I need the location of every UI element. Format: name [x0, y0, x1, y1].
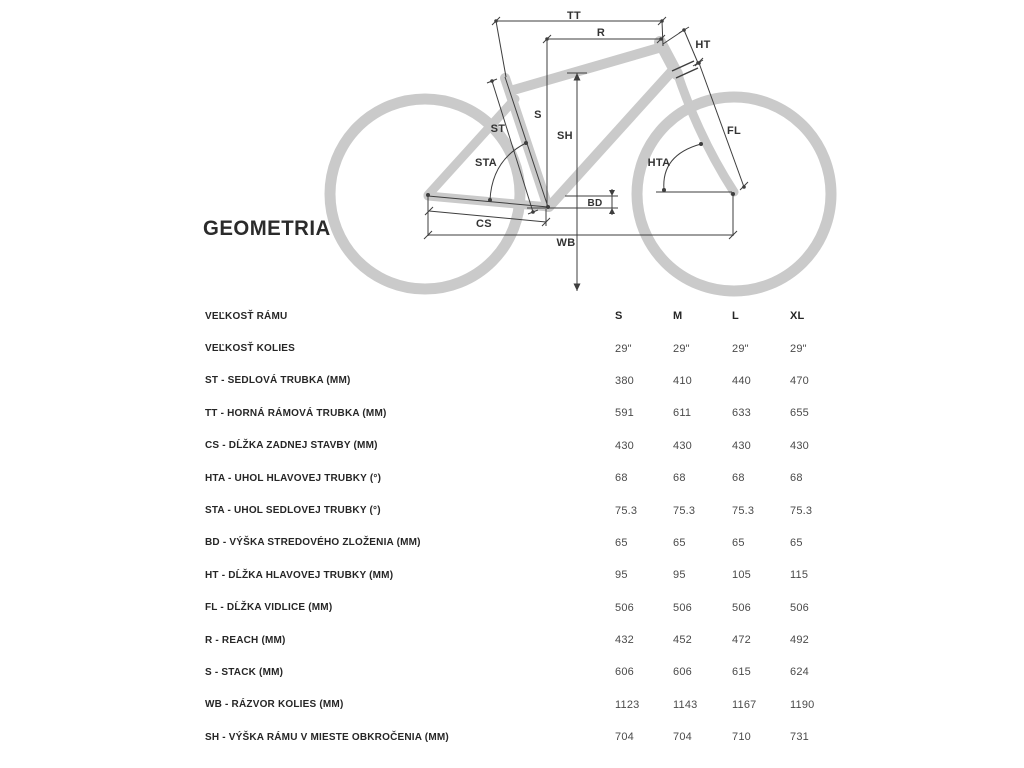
- cell-value: 65: [732, 536, 745, 549]
- size-column-header: S: [615, 310, 623, 323]
- cell-value: 615: [732, 666, 751, 679]
- bike-frame: [330, 42, 831, 291]
- label-cs: CS: [476, 218, 492, 230]
- table-row: [205, 494, 845, 526]
- table-row: [205, 462, 845, 494]
- label-bd: BD: [587, 198, 603, 209]
- cell-value: 430: [732, 439, 751, 452]
- table-header-row: [205, 300, 845, 332]
- label-st: ST: [490, 123, 506, 135]
- cell-value: 65: [790, 536, 803, 549]
- table-row: [205, 689, 845, 721]
- geometry-table: [205, 300, 845, 753]
- cell-value: 75.3: [790, 504, 813, 517]
- cell-value: 1123: [615, 698, 640, 711]
- fork-tube: [677, 72, 734, 192]
- page-title: GEOMETRIA: [203, 217, 331, 240]
- bike-geometry-svg: [0, 0, 1024, 300]
- row-label: HTA - UHOL HLAVOVEJ TRUBKY (°): [205, 472, 382, 484]
- table-row: [205, 365, 845, 397]
- cell-value: 68: [790, 472, 803, 485]
- table-row: [205, 592, 845, 624]
- cell-value: 704: [673, 731, 692, 744]
- size-column-header: L: [732, 310, 739, 323]
- cell-value: 655: [790, 407, 809, 420]
- cell-value: 440: [732, 374, 751, 387]
- label-r: R: [596, 27, 606, 39]
- cell-value: 95: [673, 569, 686, 582]
- cell-value: 452: [673, 634, 692, 647]
- cell-value: 606: [673, 666, 692, 679]
- table-row: [205, 397, 845, 429]
- label-ht: HT: [695, 39, 711, 51]
- dimension-lines: [424, 17, 748, 291]
- cell-value: 75.3: [732, 504, 755, 517]
- cell-value: 606: [615, 666, 634, 679]
- cell-value: 29": [673, 342, 690, 355]
- cell-value: 506: [790, 601, 809, 614]
- cell-value: 68: [673, 472, 686, 485]
- cell-value: 29": [790, 342, 807, 355]
- cell-value: 75.3: [673, 504, 696, 517]
- label-sta: STA: [474, 157, 498, 169]
- cell-value: 472: [732, 634, 751, 647]
- row-label: SH - VÝŠKA RÁMU V MIESTE OBKROČENIA (MM): [205, 731, 449, 743]
- cell-value: 432: [615, 634, 634, 647]
- row-label: FL - DĹŽKA VIDLICE (MM): [205, 602, 333, 614]
- cell-value: 506: [732, 601, 751, 614]
- cell-value: 68: [732, 472, 745, 485]
- row-label: S - STACK (MM): [205, 666, 284, 678]
- row-label: HT - DĹŽKA HLAVOVEJ TRUBKY (MM): [205, 569, 394, 581]
- cell-value: 65: [615, 536, 628, 549]
- row-label: TT - HORNÁ RÁMOVÁ TRUBKA (MM): [205, 407, 387, 419]
- cell-value: 380: [615, 374, 634, 387]
- table-row: [205, 656, 845, 688]
- cell-value: 430: [673, 439, 692, 452]
- cell-value: 29": [732, 342, 749, 355]
- cell-value: 591: [615, 407, 634, 420]
- label-wb: WB: [556, 237, 576, 249]
- cell-value: 65: [673, 536, 686, 549]
- table-row: [205, 559, 845, 591]
- cell-value: 470: [790, 374, 809, 387]
- cell-value: 75.3: [615, 504, 638, 517]
- cell-value: 1167: [732, 698, 757, 711]
- row-label: VEĽKOSŤ KOLIES: [205, 343, 296, 355]
- label-fl: FL: [726, 125, 742, 137]
- cell-value: 95: [615, 569, 628, 582]
- cell-value: 115: [790, 569, 809, 582]
- cell-value: 633: [732, 407, 751, 420]
- cell-value: 430: [790, 439, 809, 452]
- table-row: [205, 721, 845, 753]
- cell-value: 29": [615, 342, 632, 355]
- cell-value: 68: [615, 472, 628, 485]
- cell-value: 710: [732, 731, 751, 744]
- cell-value: 624: [790, 666, 809, 679]
- label-sh: SH: [557, 130, 573, 142]
- cell-value: 492: [790, 634, 809, 647]
- cell-value: 105: [732, 569, 751, 582]
- cell-value: 1143: [673, 698, 698, 711]
- cell-value: 611: [673, 407, 692, 420]
- geometry-diagram: [0, 0, 1024, 300]
- cell-value: 1190: [790, 698, 815, 711]
- table-row: [205, 332, 845, 364]
- label-s: S: [534, 109, 542, 121]
- table-row: [205, 527, 845, 559]
- cell-value: 506: [615, 601, 634, 614]
- label-hta: HTA: [647, 157, 671, 169]
- cell-value: 506: [673, 601, 692, 614]
- size-column-header: M: [673, 310, 683, 323]
- table-row: [205, 624, 845, 656]
- size-column-header: XL: [790, 310, 805, 323]
- cell-value: 430: [615, 439, 634, 452]
- row-label: VEĽKOSŤ RÁMU: [205, 310, 288, 322]
- row-label: ST - SEDLOVÁ TRUBKA (MM): [205, 375, 351, 387]
- cell-value: 704: [615, 731, 634, 744]
- table-row: [205, 430, 845, 462]
- label-tt: TT: [566, 10, 582, 22]
- row-label: CS - DĹŽKA ZADNEJ STAVBY (MM): [205, 440, 378, 452]
- cell-value: 410: [673, 374, 692, 387]
- row-label: STA - UHOL SEDLOVEJ TRUBKY (°): [205, 505, 381, 517]
- row-label: WB - RÁZVOR KOLIES (MM): [205, 699, 344, 711]
- top-tube: [510, 47, 662, 91]
- row-label: BD - VÝŠKA STREDOVÉHO ZLOŽENIA (MM): [205, 537, 421, 549]
- row-label: R - REACH (MM): [205, 634, 286, 646]
- cell-value: 731: [790, 731, 809, 744]
